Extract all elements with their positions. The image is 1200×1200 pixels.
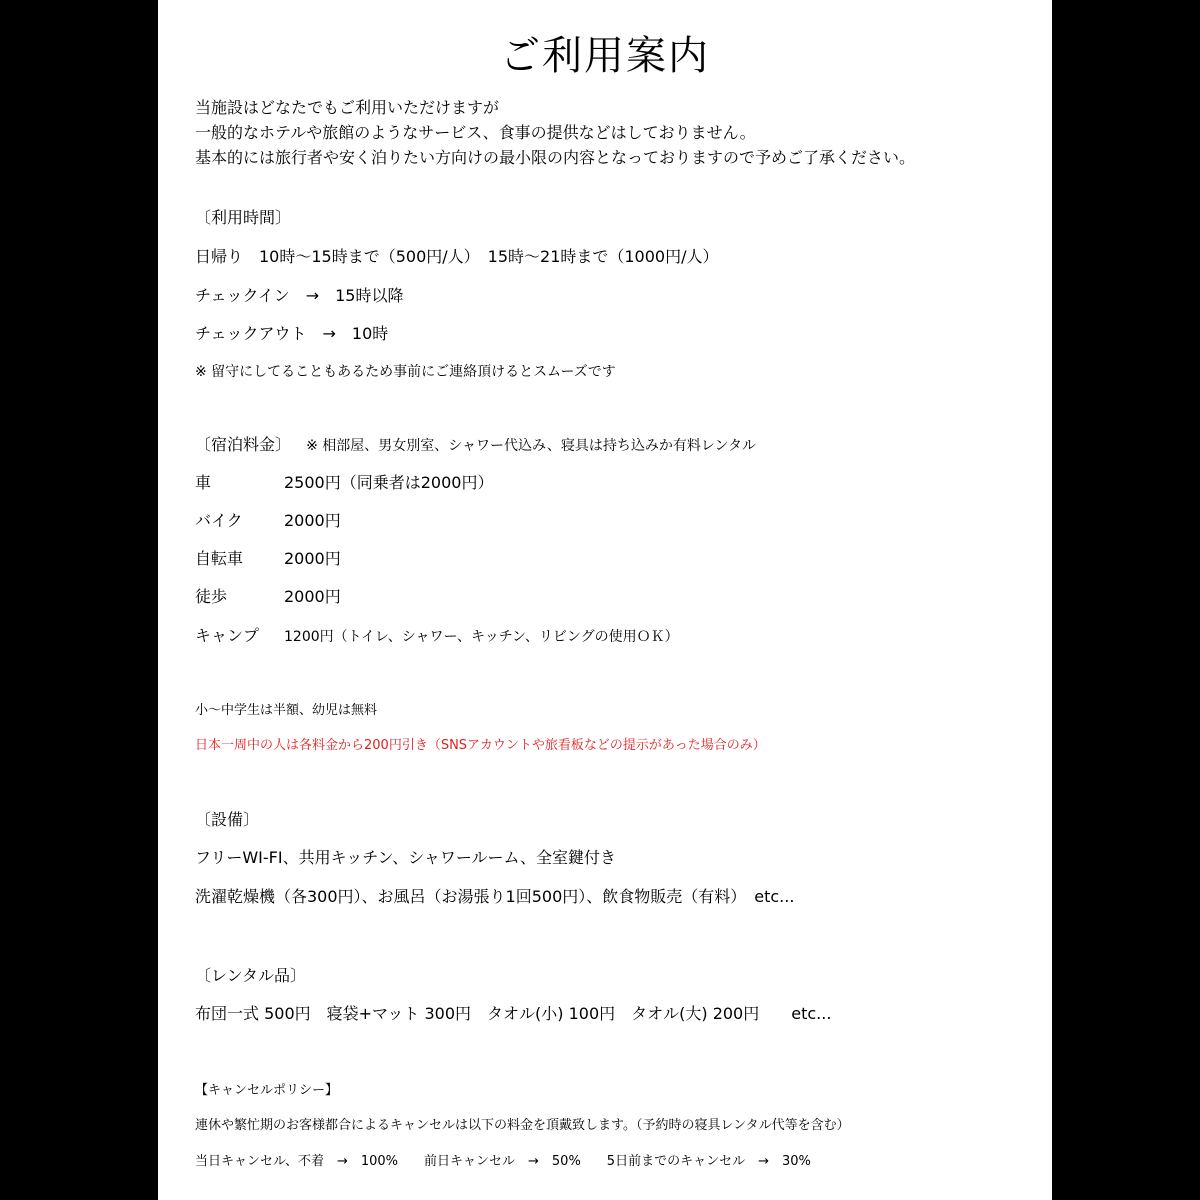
fee-label: バイク: [195, 511, 243, 530]
fees-heading: 〔宿泊料金〕: [195, 435, 292, 454]
fee-row: [195, 473, 493, 493]
hours-checkout: チェックアウト → 10時: [195, 324, 389, 343]
discount-note: 日本一周中の人は各料金から200円引き（SNSアカウントや旅看板などの提示があった場合のみ）: [195, 738, 766, 753]
fee-price: 2000円: [284, 587, 341, 606]
hours-checkin: チェックイン → 15時以降: [195, 286, 404, 305]
fee-label: 徒歩: [195, 587, 228, 606]
info-page: [158, 0, 1052, 1200]
fee-row: [195, 626, 679, 647]
fee-label: 自転車: [195, 549, 244, 568]
facilities-line: フリーWI-FI、共用キッチン、シャワールーム、全室鍵付き: [195, 848, 617, 867]
cancel-heading: 【キャンセルポリシー】: [195, 1083, 339, 1098]
facilities-heading: 〔設備〕: [195, 810, 260, 829]
children-note: 小～中学生は半額、幼児は無料: [195, 703, 378, 718]
intro-line: 当施設はどなたでもご利用いただけますが: [195, 98, 500, 117]
fee-price: 2500円（同乗者は2000円）: [284, 473, 494, 492]
rental-heading: 〔レンタル品〕: [195, 966, 306, 985]
hours-note: ※ 留守にしてることもあるため事前にご連絡頂けるとスムーズです: [195, 364, 616, 380]
fee-row: [195, 549, 341, 569]
hours-day-trip: 日帰り 10時～15時まで（500円/人） 15時～21時まで（1000円/人）: [195, 247, 719, 266]
fees-heading-row: [195, 435, 756, 456]
fee-label: キャンプ: [195, 626, 260, 645]
fee-label: 車: [195, 473, 212, 492]
fee-row: [195, 511, 341, 531]
intro-line: 基本的には旅行者や安く泊りたい方向けの最小限の内容となっておりますので予めご了承ください。: [195, 148, 916, 167]
fee-price: 1200円（トイレ、シャワー、キッチン、リビングの使用ＯＫ）: [284, 629, 679, 645]
fee-row: [195, 587, 341, 607]
cancel-line: 当日キャンセル、不着 → 100% 前日キャンセル → 50% 5日前までのキャンセル → 30%: [195, 1154, 811, 1169]
fee-price: 2000円: [284, 511, 341, 530]
facilities-line: 洗濯乾燥機（各300円）、お風呂（お湯張り1回500円）、飲食物販売（有料） etc...: [195, 887, 795, 906]
cancel-line: 連休や繁忙期のお客様都合によるキャンセルは以下の料金を頂戴致します。（予約時の寝具レンタル代等を含む）: [195, 1118, 850, 1133]
rental-line: 布団一式 500円 寝袋+マット 300円 タオル(小) 100円 タオル(大) 200円 etc...: [195, 1004, 832, 1023]
fees-heading-note: ※ 相部屋、男女別室、シャワー代込み、寝具は持ち込みか有料レンタル: [306, 438, 756, 454]
hours-heading: 〔利用時間〕: [195, 208, 292, 227]
page-title: ご利用案内: [500, 33, 710, 79]
intro-line: 一般的なホテルや旅館のようなサービス、食事の提供などはしておりません。: [195, 123, 756, 142]
fee-price: 2000円: [284, 549, 341, 568]
